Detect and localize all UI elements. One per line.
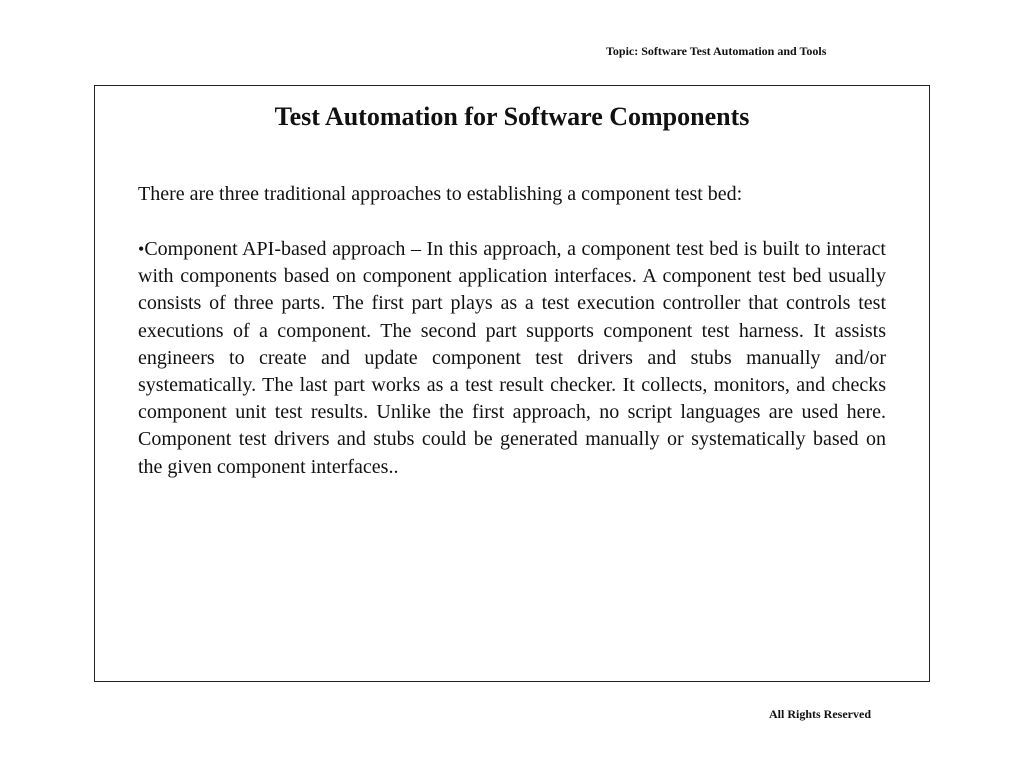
bullet-paragraph [138, 236, 886, 481]
footer-rights: All Rights Reserved [769, 707, 871, 721]
bullet-icon: • [138, 239, 145, 259]
topic-header: Topic: Software Test Automation and Tools [606, 44, 827, 58]
slide-title: Test Automation for Software Components [274, 102, 750, 131]
intro-text: There are three traditional approaches to establishing a component test bed: [138, 183, 743, 205]
bullet-text: Component API-based approach – In this approach, a component test bed is built to interact with components based on component application interfaces. A component test bed usually consists of three parts. The first part plays as a test execution controller that controls test executions of a component. The second part supports component test harness. It assists engineers to create and update component test drivers and stubs manually and/or systematically. The last part works as a test result checker. It collects, monitors, and checks component unit test results. Unlike the first approach, no script languages are used here. Component test drivers and stubs could be generated manually or systematically based on the given component interfaces.. [138, 238, 886, 478]
